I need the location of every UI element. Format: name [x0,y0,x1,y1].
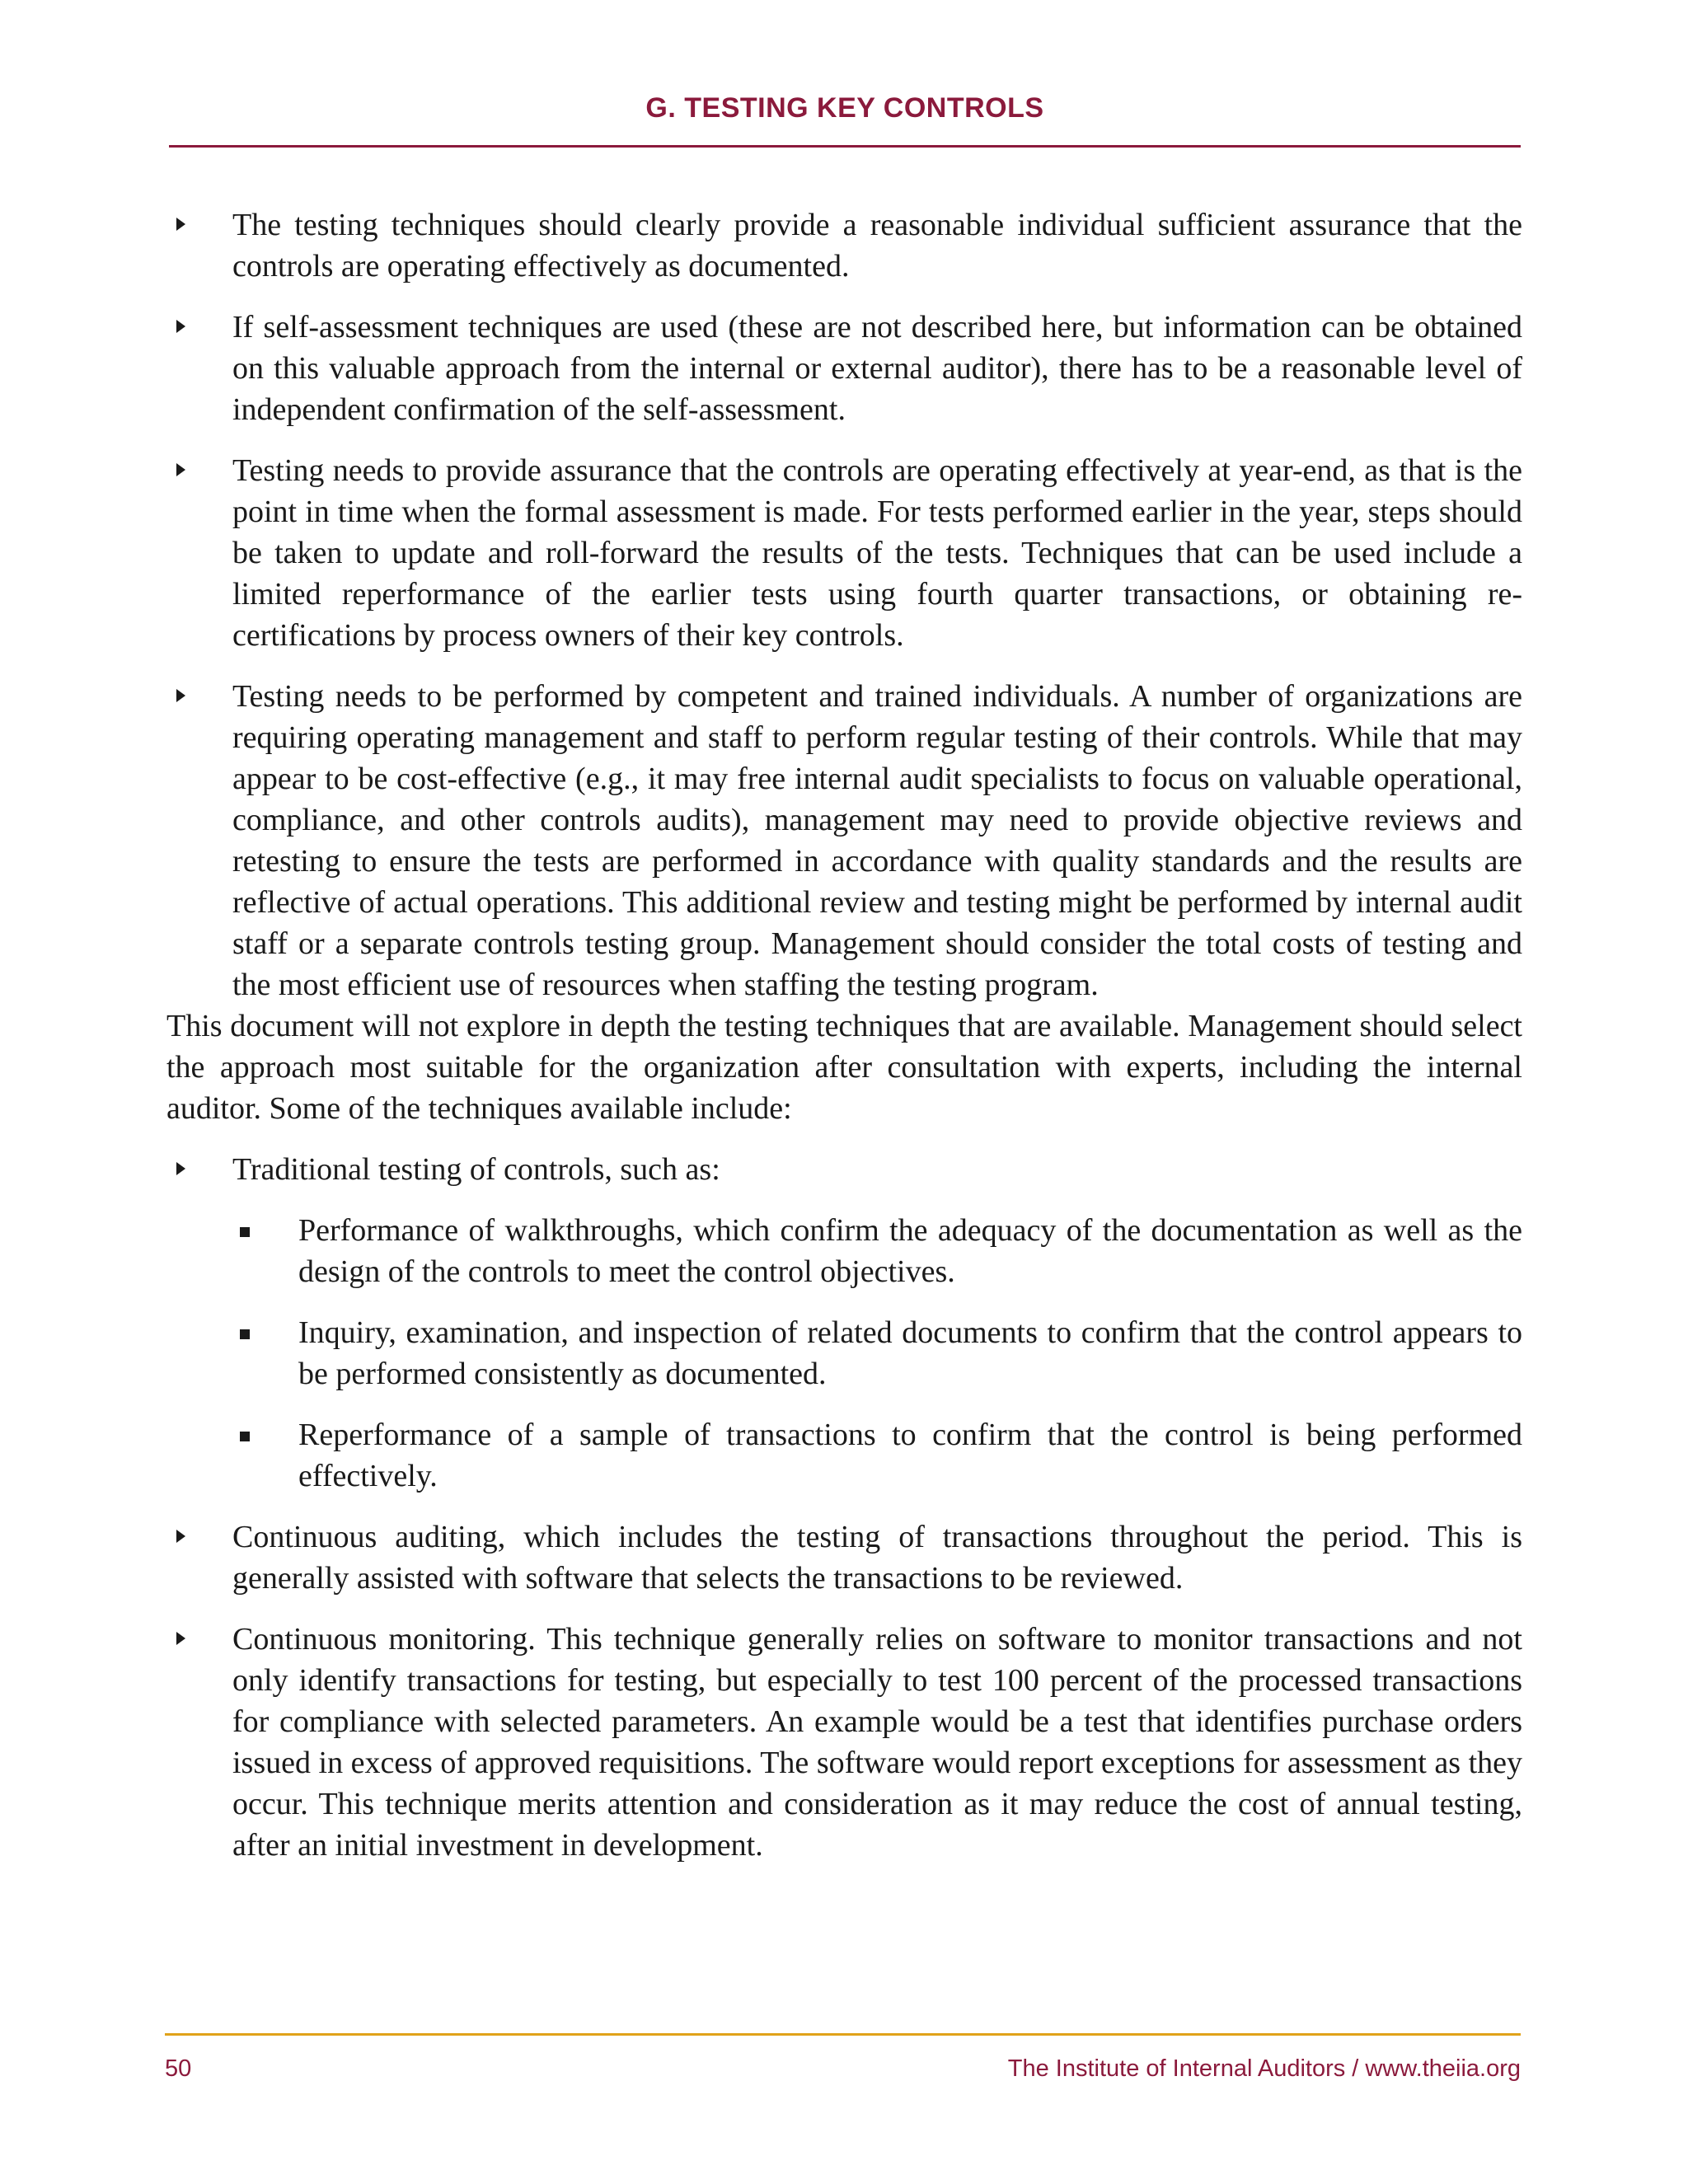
square-bullet-icon [240,1329,250,1339]
list-item-continuous-auditing [166,1516,1522,1599]
traditional-testing-sublist [232,1210,1522,1497]
section-header: G. TESTING KEY CONTROLS [645,92,1044,124]
sub-list-item [232,1210,1522,1292]
list-item-continuous-monitoring [166,1619,1522,1866]
list-item [166,204,1522,287]
page-number: 50 [165,2055,192,2082]
list-item-text: If self-assessment techniques are used (these are not described here, but information can be obtained on this valuable approach from the internal or external auditor), there has to be a reasonable level of independent confirmation of the self-assessment. [232,310,1522,427]
list-item [166,307,1522,430]
list-item-text: Continuous monitoring. This technique generally relies on software to monitor transactions and not only identify transactions for testing, but especially to test 100 percent of the processed transactions for compliance with selected parameters. An example would be a test that identifies purchase orders issued in excess of approved requisitions. The software would report exceptions for assessment as they occur. This technique merits attention and consideration as it may reduce the cost of annual testing, after an initial investment in development. [232,1622,1522,1863]
sub-list-item-text: Performance of walkthroughs, which confirm the adequacy of the documentation as well as the design of the controls to meet the control objectives. [298,1213,1522,1289]
main-content [166,204,1522,1866]
header-divider [169,145,1521,148]
list-item [166,676,1522,1005]
list-item-traditional-testing [166,1149,1522,1497]
list-item-text: Traditional testing of controls, such as: [232,1152,720,1187]
sub-list-item [232,1414,1522,1497]
triangle-bullet-icon [176,463,185,476]
triangle-bullet-icon [176,320,185,333]
footer-source: The Institute of Internal Auditors / www.theiia.org [1007,2055,1521,2082]
sub-list-item-text: Inquiry, examination, and inspection of related documents to confirm that the control appears to be performed consistently as documented. [298,1315,1522,1391]
square-bullet-icon [240,1432,250,1441]
square-bullet-icon [240,1227,250,1237]
list-item-text: Testing needs to be performed by competent and trained individuals. A number of organizations are requiring operating management and staff to perform regular testing of their controls. While that may appear to be cost-effective (e.g., it may free internal audit specialists to focus on valuable operational, compliance, and other controls audits), management may need to provide objective reviews and retesting to ensure the tests are performed in accordance with quality standards and the results are reflective of actual operations. This additional review and testing might be performed by internal audit staff or a separate controls testing group. Management should consider the total costs of testing and the most efficient use of resources when staffing the testing program. [232,679,1522,1002]
triangle-bullet-icon [176,1162,185,1175]
sub-list-item-text: Reperformance of a sample of transactions to confirm that the control is being performed effectively. [298,1418,1522,1493]
triangle-bullet-icon [176,218,185,231]
list-item-text: Continuous auditing, which includes the testing of transactions throughout the period. This is generally assisted with software that selects the transactions to be reviewed. [232,1520,1522,1596]
footer-divider [165,2033,1521,2036]
sub-list-item [232,1312,1522,1394]
list-item-text: Testing needs to provide assurance that the controls are operating effectively at year-end, as that is the point in time when the formal assessment is made. For tests performed earlier in the year, steps should be taken to update and roll-forward the results of the tests. Techniques that can be used include a limited reperformance of the earlier tests using fourth quarter transactions, or obtaining re-certifications by process owners of their key controls. [232,453,1522,653]
triangle-bullet-icon [176,1632,185,1645]
triangle-bullet-icon [176,1530,185,1543]
intro-paragraph: This document will not explore in depth the testing techniques that are available. Management should select the approach most suitable for the organization after consultation with experts, including the internal auditor. Some of the techniques available include: [166,1009,1522,1126]
techniques-list [166,1149,1522,1866]
triangle-bullet-icon [176,689,185,702]
testing-considerations-list [166,204,1522,1005]
list-item-text: The testing techniques should clearly provide a reasonable individual sufficient assurance that the controls are operating effectively as documented. [232,208,1522,284]
list-item [166,450,1522,656]
